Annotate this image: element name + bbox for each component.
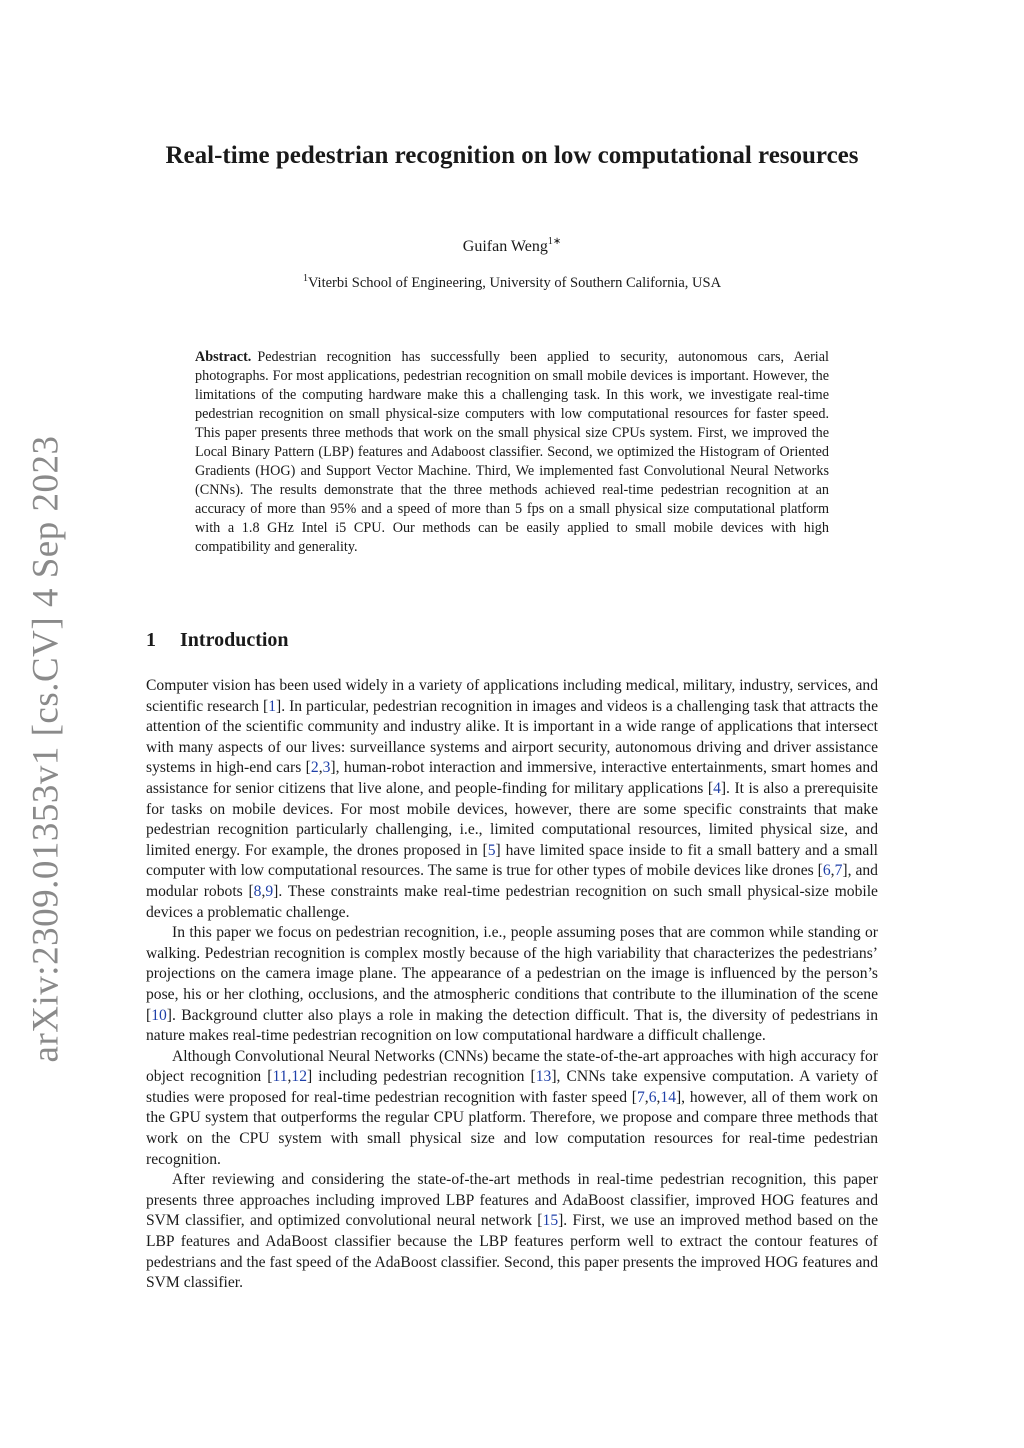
- citation-link[interactable]: 8: [253, 882, 262, 900]
- paper-title: Real-time pedestrian recognition on low computational resources: [165, 142, 859, 169]
- author-marks: 1∗: [547, 236, 562, 247]
- affiliation-text: Viterbi School of Engineering, University of Southern California, USA: [307, 275, 722, 291]
- abstract-text: Pedestrian recognition has successfully been applied to security, autonomous cars, Aerial photographs. For most applications, pedestrian recognition on small mobile devices is important. However, the limitations of the computing hardware make this a challenging task. In this work, we investigate real-time pedestrian recognition on small physical-size computers with low computational resources for faster speed. This paper presents three methods that work on the small physical size CPUs system. First, we improved the Local Binary Pattern (LBP) features and Adaboost classifier. Second, we optimized the Histogram of Oriented Gradients (HOG) and Support Vector Machine. Third, We implemented fast Convolutional Neural Networks (CNNs). The results demonstrate that the three methods achieved real-time pedestrian recognition at an accuracy of more than 95% and a speed of more than 5 fps on a small physical size computational platform with a 1.8 GHz Intel i5 CPU. Our methods can be easily applied to small mobile devices with high compatibility and generality.: [195, 349, 829, 555]
- citation-link[interactable]: 7: [834, 862, 843, 880]
- body-paragraph: In this paper we focus on pedestrian recognition, i.e., people assuming poses that are common while standing or walking. Pedestrian recognition is complex mostly because of the high variability that characterizes the pedestrians’ projections on the camera image plane. The appearance of a pedestrian on the image is influenced by the person’s pose, his or her clothing, occlusions, and the atmospheric conditions that contribute to the illumination of the scene [10]. Background clutter also plays a role in making the detection difficult. That is, the diversity of pedestrians in nature makes real-time pedestrian recognition on low computational hardware a difficult challenge.: [146, 924, 878, 1045]
- affiliation-mark: 1: [302, 273, 308, 284]
- citation-link[interactable]: 6: [822, 862, 831, 880]
- section-number: 1: [146, 629, 156, 651]
- section-heading: [146, 629, 289, 652]
- body-paragraph: After reviewing and considering the state-of-the-art methods in real-time pedestrian recognition, this paper presents three approaches including improved LBP features and AdaBoost classifier, improved HOG features and SVM classifier, and optimized convolutional neural network [15]. First, we use an improved method based on the LBP features and AdaBoost classifier because the LBP features perform well to extract the contour features of pedestrians and the fast speed of the AdaBoost classifier. Second, this paper presents the improved HOG features and SVM classifier.: [146, 1171, 878, 1292]
- citation-link[interactable]: 12: [291, 1068, 307, 1086]
- citation-link[interactable]: 15: [542, 1212, 559, 1230]
- citation-link[interactable]: 3: [322, 759, 331, 777]
- body-paragraph: Although Convolutional Neural Networks (CNNs) became the state-of-the-art approaches with high accuracy for object recognition [11,12] including pedestrian recognition [13], CNNs take expensive computation. A variety of studies were proposed for real-time pedestrian recognition with faster speed [7,6,14], however, all of them work on the GPU system that outperforms the regular CPU platform. Therefore, we propose and compare three methods that work on the CPU system with small physical size and low computation resources for real-time pedestrian recognition.: [146, 1047, 879, 1168]
- citation-link[interactable]: 7: [636, 1088, 645, 1106]
- arxiv-identifier-stamp: arXiv:2309.01353v1 [cs.CV] 4 Sep 2023: [25, 435, 67, 1063]
- citation-link[interactable]: 1: [268, 697, 277, 715]
- citation-link[interactable]: 5: [487, 841, 496, 859]
- author-name: Guifan Weng: [462, 238, 548, 255]
- citation-link[interactable]: 11: [272, 1068, 288, 1086]
- citation-link[interactable]: 2: [310, 759, 319, 777]
- introduction-body: [146, 676, 878, 1294]
- citation-link[interactable]: 6: [648, 1088, 657, 1106]
- citation-link[interactable]: 10: [151, 1006, 167, 1024]
- citation-link[interactable]: 9: [265, 882, 274, 900]
- author-line: [0, 238, 1024, 256]
- abstract: [195, 348, 829, 557]
- citation-link[interactable]: 4: [713, 779, 721, 797]
- citation-link[interactable]: 13: [535, 1068, 552, 1086]
- citation-link[interactable]: 14: [660, 1088, 676, 1106]
- section-title: Introduction: [180, 629, 289, 651]
- abstract-label: Abstract.: [195, 349, 252, 365]
- body-paragraph: Computer vision has been used widely in a variety of applications including medical, military, industry, services, and scientific research [1]. In particular, pedestrian recognition in images and videos is a challenging task that attracts the attention of the scientific community and industry alike. It is important in a wide range of applications that intersect with many aspects of our lives: surveillance systems and airport security, autonomous driving and driver assistance systems in high-end cars [2,3], human-robot interaction and immersive, interactive entertainments, smart homes and assistance for senior citizens that live alone, and people-finding for military applications [4]. It is also a prerequisite for tasks on mobile devices. For most mobile devices, however, there are some specific constraints that make pedestrian recognition particularly challenging, i.e., limited computational resources, limited physical size, and limited energy. For example, the drones proposed in [5] have limited space inside to fit a small battery and a small computer with low computational resources. The same is true for other types of mobile devices like drones [6,7], and modular robots [8,9]. These constraints make real-time pedestrian recognition on such small physical-size mobile devices a problematic challenge.: [146, 677, 879, 921]
- affiliation-line: [0, 275, 1024, 292]
